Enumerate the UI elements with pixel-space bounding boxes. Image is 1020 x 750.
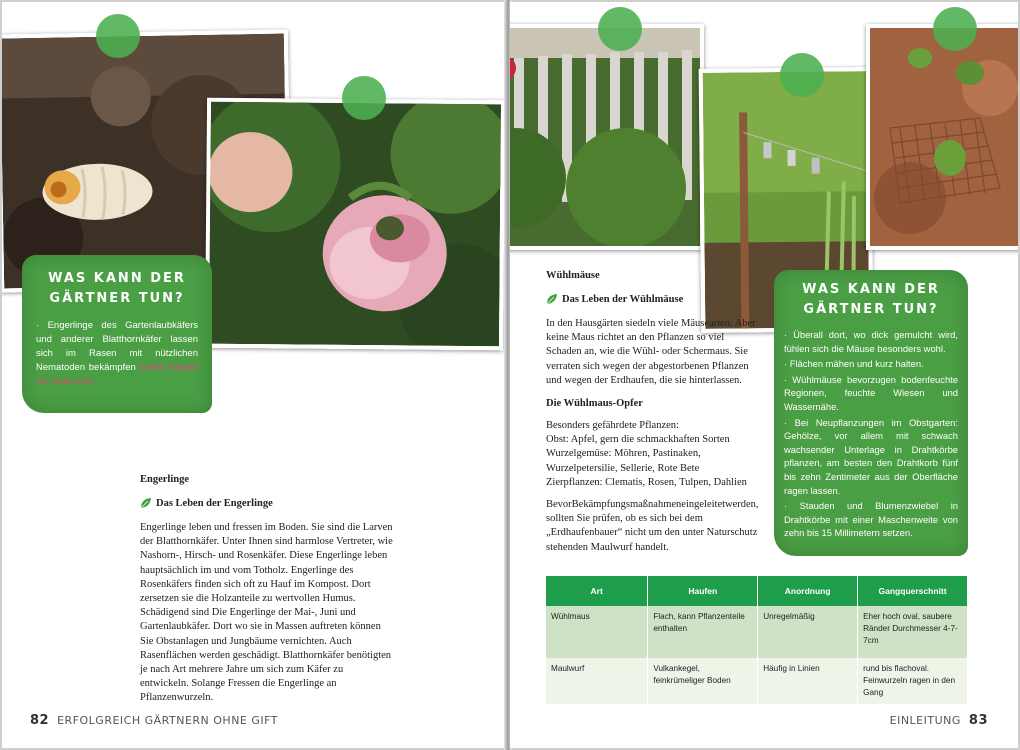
tip-box-title [774,280,968,320]
marker-dot [342,76,386,120]
table-cell: Häufig in Linien [758,658,858,704]
table-cell: Wühlmaus [546,606,648,658]
tip-box-title-line1: WAS KANN DER [48,271,186,286]
rose-beetle-photo [205,98,505,351]
article-paragraph: In den Hausgärten siedeln viele Mäusearten. Aber keine Maus richtet an den Pflanzen so viel Schaden an, wie die Wühl- oder Schermaus. Sie verraten sich wegen der abgestorbenen Pflanzen und wegen der Erdhaufen, die sie hinterlassen. [546,318,756,386]
table-row [546,606,968,658]
table-cell: Eher hoch oval, saubere Ränder Durchmesser 4-7- 7cm [858,606,968,658]
victim-list-item: Zierpflanzen: Clematis, Rosen, Tulpen, Dahlien [546,476,747,488]
tip-box-title-line1: WAS KANN DER [802,282,940,297]
left-page [2,2,506,748]
vole-mole-table [546,576,968,704]
wire-basket-photo [866,24,1018,250]
page-footer-right [890,713,988,728]
right-page [510,2,1018,748]
victims-intro: Besonders gefährdete Pflanzen: [546,420,679,432]
tip-box-title [22,269,212,309]
running-title: EINLEITUNG [889,714,961,727]
victim-list-item: Obst: Apfel, gern die schmackhaften Sorten [546,434,730,446]
tip-bullet: · Bei Neupflanzungen im Obstgarten: Gehölze, vor allem mit schwach wachsender Unterlage in Drahtkörbe pflanzen, am besten den Drahtkorb fünf bis zehn Zentimeter aus der Oberfläche ragen lassen. [784,416,958,496]
garden-fence-photo [510,24,704,250]
marker-dot [780,53,824,97]
table-cell: Flach, kann Pflanzenteile enthalten [648,606,758,658]
table-header: Anordnung [758,576,858,606]
mole-warning: BevorBekämpfungsmaßnahmeneingeleitetwerden, sollten Sie prüfen, ob es sich bei dem „Erdhaufenbauer“ nicht um den unter Naturschutz stehenden Maulwurf handelt. [546,499,759,553]
table-header: Gangquerschnitt [858,576,968,606]
vole-article [546,270,760,555]
tip-box-title-line2: GÄRTNER TUN? [803,302,939,317]
article-subheading-text: Das Leben der Wühlmäuse [562,293,684,305]
tip-bullet: · Wühlmäuse bevorzugen bodenfeuchte Regionen, feuchte Wiesen und Wassernähe. [784,373,958,412]
article-heading: Wühlmäuse [546,270,600,281]
table-header: Haufen [648,576,758,606]
page-number: 83 [968,713,988,728]
article-subheading [140,497,394,509]
tip-box-body [36,319,198,389]
fence-photo-art [510,28,700,246]
tip-bullet: · Flächen mähen und kurz halten. [784,358,924,370]
marker-dot [933,7,977,51]
article-subheading-text: Das Leben der Engerlinge [156,497,273,509]
article-paragraph: Engerlinge leben und fressen im Boden. Sie sind die Larven der Blatthornkäfer. Unter Ihnen sind harmlose Vertreter, wie Nashorn-, Hirsch- und Rosenkäfer. Diese Engerlinge leben hauptsächlich im und vom Totholz. Engerlinge des Rosenkäfers finden sich oft zu Hauf im Kompost. Dort zersetzen sie die Holzanteile zu wertvollen Humus. Schädigend sind Die Engerlinge der Mai-, Juni und Gartenlaubkäfer. Dort wo sie in Massen auftreten können Sie Obstanlagen und Jungbäume vernichten. Auch Rasenflächen werden geschädigt. Blatthornkäfer benötigten je nach Art mehrere Jahre um sich zum Käfer zu entwickeln. Solange Fressen die Engerlinge an Pflanzenwurzeln. [140,522,393,704]
victim-list-item: Wurzelgemüse: Möhren, Pastinaken, Wurzelpetersilie, Sellerie, Rote Bete [546,448,701,474]
page-number: 82 [30,713,50,728]
basket-photo-art [870,28,1018,246]
tip-box-title-line2: GÄRTNER TUN? [49,291,185,306]
table-cell: Unregelmäßig [758,606,858,658]
leaf-icon [140,497,152,509]
table-cell: Vulkankegel, feinkrümeliger Boden [648,658,758,704]
marker-dot [96,14,140,58]
table-cell: rund bis flachoval. Feinwurzeln ragen in den Gang [858,658,968,704]
article-heading: Engerlinge [140,474,189,485]
tip-box [22,255,212,413]
table-header-row [546,576,968,606]
tip-bullet: · Überall dort, wo dick gemulcht wird, fühlen sich die Mäuse besonders wohl. [784,329,958,354]
page-footer-left [30,713,278,728]
table-row [546,658,968,704]
rose-photo-art [209,102,501,347]
running-title: ERFOLGREICH GÄRTNERN OHNE GIFT [57,714,278,727]
article-subheading [546,293,760,305]
chapter-reference-link[interactable]: (siehe Kapitel 10, Seite xxx) [36,362,198,387]
table-cell: Maulwurf [546,658,648,704]
tip-bullet: · Engerlinge des Gartenlaubkäfers und anderer Blatthornkäfer lassen sich im Rasen mit nützlichen Nematoden bekämpfen [36,320,198,373]
tip-box-body [784,328,958,540]
leaf-icon [546,293,558,305]
tip-box [774,270,968,556]
victims-heading: Die Wühlmaus-Opfer [546,398,643,410]
table-header: Art [546,576,648,606]
marker-dot [598,7,642,51]
tip-bullet: · Stauden und Blumenzwiebel in Drahtkörbe mit einer Maschenweite von zehn bis 15 Millimetern setzen. [784,500,958,539]
grub-article [140,474,394,706]
